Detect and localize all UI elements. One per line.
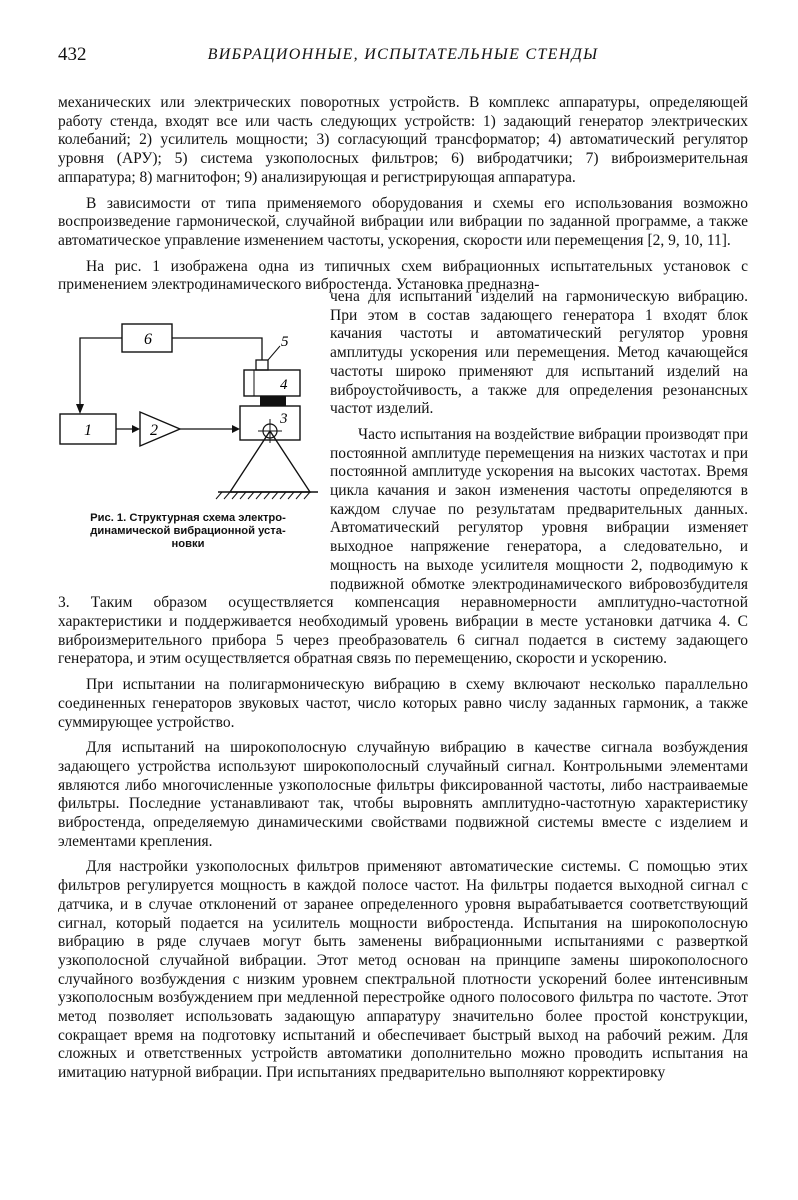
arrow-to-1 [76,404,84,414]
paragraph-1: механических или электрических поворотных устройств. В комплекс аппаратуры, определяющей работу стенда, входят все или часть следующих устройств: 1) задающий генератор электрических колебаний; 2) усилитель мощности; 3) согласующий трансформатор; 4) автоматический регулятор уровня (АРУ); 5) система узкополосных фильтров; 6) вибродатчики; 7) виброизмерительная аппаратура; 8) магнитофон; 9) анализирующая и регистрирующая аппаратура. [58,94,748,186]
page-header [58,44,748,70]
arrow-to-2 [132,425,140,433]
sensor-5 [256,360,268,370]
leader-5 [268,346,280,360]
label-3: 3 [280,411,288,428]
paragraph-2: В зависимости от типа применяемого оборудования и схемы его использования возможно воспроизведение гармонической, случайной вибрации или вибрации по заданной программе, а также автоматическое управление изменением частоты, ускорения, скорости или перемещения [2, 9, 10, 11]. [58,194,748,249]
label-2: 2 [150,422,158,440]
paragraph-7: Для настройки узкополосных фильтров применяют автоматические системы. С помощью этих фильтров регулируется мощность в каждой полосе частот. На фильтры подается выходной сигнал с датчика, и в случае отклонений от заранее определенного уровня вырабатывается соответствующий сигнал, который подается на усилитель мощности вибростенда. Испытания на широкополосную вибрацию в ряде случаев могут быть заменены вибрационными испытаниями с разверткой узкополосной случайной вибрации. Этот метод основан на принципе замены широкополосного случайного возбуждения с низким уровнем спектральной плотности ускорений более интенсивным узкополосным возбуждением при медленной перестройке одного полосового фильтра по частоте. Этот метод позволяет использовать задающую аппаратуру значительно более простой конструкции, сокращает время на подготовку испытаний и обеспечивает быстрый выход на рабочий режим. Для сложных и ответственных устройств автоматики дополнительно можно проводить испытания на имитацию натурной вибрации. При испытаниях предварительно выполняют корректировку [58,858,748,1082]
body-text [58,94,748,1090]
paragraph-4: Часто испытания на воздействие вибрации производят при постоянной амплитуде перемещения на низких частотах и при постоянной амплитуде ускорения на высоких частотах. Время цикла качания и закон изменения частоты определяются в каждом случае по результатам предварительных данных. Автоматический регулятор уровня вибрации изменяет выходное напряжение генератора, а следовательно, и мощность на выходе усилителя мощности 2, подводимую к подвижной обмотке электродинамического вибровозбудителя 3. Таким образом осуществляется компенсация неравномерности амплитудно-частотной характеристики и поддерживается необходимый уровень вибрации в месте установки датчика 4. С виброизмерительного прибора 5 через преобразователь 6 сигнал подается в систему задающего генератора, и этим осуществляется обратная связь по перемещению, скорости и ускорению. [58,425,748,668]
caption-line: динамической вибрационной уста- [90,525,286,538]
table-mount [260,396,286,406]
caption-line: Рис. 1. Структурная схема электро- [90,512,286,525]
label-1: 1 [84,422,92,440]
ground-hatch [216,492,310,499]
figure-caption [58,512,318,551]
block-4 [244,370,300,396]
caption-line: новки [171,538,205,551]
paragraph-3-rest: чена для испытаний изделий на гармоническую вибрацию. При этом в состав задающего генератора 1 входят блок качания частоты и автоматический регулятор уровня амплитуды ускорения или перемещения. Метод качающейся частоты широко применяют для испытаний изделий на виброустойчивость, а также для определения резонансных частот изделий. [330,288,748,418]
paragraph-5: При испытании на полигармоническую вибрацию в схему включают несколько параллельно соединенных генераторов звуковых частот, число которых равно числу заданных гармоник, а также суммирующее устройство. [58,676,748,731]
page-number: 432 [58,44,87,65]
paragraph-3-text: На рис. 1 изображена одна из типичных схем вибрационных испытательных установок с применением электродинамического вибростенда. Установка предназна- [58,257,748,294]
paragraph-6: Для испытаний на широкополосную случайную вибрацию в качестве сигнала возбуждения задающего устройства используют широкополосный случайный сигнал. Контрольными элементами являются либо многочисленные узкополосные фильтры фиксированной частоты, либо настраиваемые фильтры. Последние устанавливают так, чтобы выровнять амплитудно-частотную характеристику вибростенда, определяемую динамическими свойствами подвижной системы вместе с изделием и элементами крепления. [58,739,748,850]
block-diagram [58,306,318,506]
arrow-to-3 [232,425,240,433]
label-4: 4 [280,377,288,394]
label-6: 6 [144,331,152,349]
running-title: ВИБРАЦИОННЫЕ, ИСПЫТАТЕЛЬНЫЕ СТЕНДЫ [207,46,599,63]
figure-1 [58,306,318,584]
feedback-line-left [80,338,122,412]
feedback-line-right [172,338,262,360]
label-5: 5 [281,334,289,351]
amplifier-2 [140,412,180,446]
